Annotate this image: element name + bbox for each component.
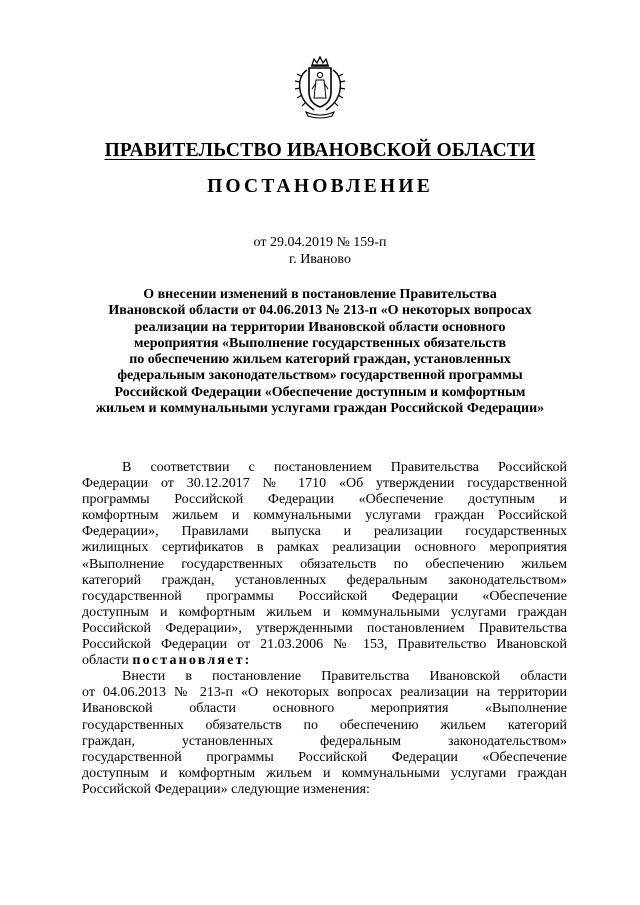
body-line: Ивановской области основного мероприятия «Выполнение <box>82 701 567 717</box>
body-line: «Выполнение государственных обязательств по обеспечению жильем <box>82 556 567 572</box>
subject-line: Российской Федерации «Обеспечение доступным и комфортным <box>114 384 526 400</box>
body-line: Федерации», Правилами выпуска и реализации государственных <box>82 524 567 540</box>
document-type-heading: ПОСТАНОВЛЕНИЕ <box>207 176 433 197</box>
body-line: доступным и комфортным жильем и коммунальными услугами граждан <box>82 765 567 781</box>
body-line: доступным и комфортным жильем и коммунальными услугами граждан <box>82 604 567 620</box>
body-line: Внести в постановление Правительства Ивановской области <box>122 669 567 685</box>
body-line: государственной программы Российской Федерации «Обеспечение <box>82 588 567 604</box>
organization-title: ПРАВИТЕЛЬСТВО ИВАНОВСКОЙ ОБЛАСТИ <box>104 140 536 161</box>
document-meta <box>0 234 640 268</box>
body-line: Федерации от 30.12.2017 № 1710 «Об утверждении государственной <box>82 476 567 492</box>
document-body <box>82 460 567 798</box>
document-subject <box>70 287 570 417</box>
city: г. Иваново <box>289 252 351 267</box>
date-number: от 29.04.2019 № 159-п <box>253 235 387 250</box>
paragraph-preamble <box>82 460 567 669</box>
body-line: жилищных сертификатов в рамках реализации основного мероприятия <box>82 540 567 556</box>
body-line: Российской Федерации от 21.03.2006 № 153, Правительство Ивановской <box>82 637 567 653</box>
subject-line: мероприятия «Выполнение государственных обязательств <box>133 335 507 351</box>
body-line: программы Российской Федерации «Обеспечение доступным и <box>82 492 567 508</box>
body-line: комфортным жильем и коммунальными услугами граждан Российской <box>82 508 567 524</box>
body-line: категорий граждан, установленных федеральным законодательством» <box>82 572 567 588</box>
body-text-fragment: области <box>82 653 129 669</box>
subject-line: жильем и коммунальными услугами граждан Российской Федерации» <box>95 401 545 417</box>
subject-line: О внесении изменений в постановление Правительства <box>143 287 497 302</box>
paragraph-amendment <box>82 669 567 798</box>
subject-line: по обеспечению жильем категорий граждан, установленных <box>129 352 511 368</box>
body-line: граждан, установленных федеральным законодательством» <box>82 733 567 749</box>
subject-line: федеральным законодательством» государственной программы <box>117 368 523 384</box>
body-line: государственных обязательств по обеспечению жильем категорий <box>82 717 567 733</box>
body-line: В соответствии с постановлением Правительства Российской <box>122 460 567 475</box>
subject-line: Ивановской области от 04.06.2013 № 213-п «О некоторых вопросах <box>108 303 532 319</box>
coat-of-arms-icon <box>292 56 348 120</box>
body-line: Российской Федерации», утвержденными постановлением Правительства <box>82 620 567 636</box>
body-line-last <box>82 653 567 669</box>
body-line: государственной программы Российской Федерации «Обеспечение <box>82 749 567 765</box>
body-line: Российской Федерации» следующие изменения: <box>82 781 370 797</box>
subject-line: реализации на территории Ивановской области основного <box>134 319 506 335</box>
body-line: от 04.06.2013 № 213-п «О некоторых вопросах реализации на территории <box>82 685 567 701</box>
resolution-keyword: постановляет: <box>132 653 252 669</box>
